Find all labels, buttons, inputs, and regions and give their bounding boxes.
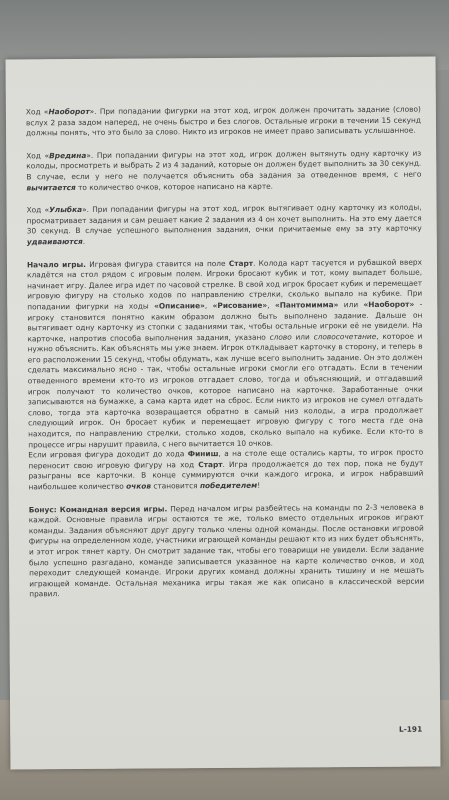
emphasis-phrase: словосочетание: [313, 331, 377, 342]
emphasis-word: слово: [269, 332, 292, 342]
term-naoborot-2: «Наоборот»: [363, 299, 415, 309]
page-number: L-191: [398, 724, 423, 734]
paragraph-game-start: Начало игры. Игровая фигура ставится на поле Старт. Колода карт тасуется и рубашкой вверх кладётся на стол рядом с игровым полем. Игроки бросают кубик и тот, кому выпадет больше, начинает игру. Далее игра идет по часовой стрелке. В свой ход игрок бросает кубик и перемещает игровую фигуру на столько ходов по направлению стрелки, сколько выпало на кубике. При попадании фигурки на ходы «Описание», «Рисование», «Пантомимма» или «Наоборот» - игроку становится понятно каким образом должно быть выполнено задание. Дальше он вытягивает одну карточку из стопки с заданиями так, чтобы остальные игроки её не увидели. На карточке, напротив способа выполнения задания, указано слово или словосочетание, которое и нужно объяснить. Как объяснять мы уже знаем. Игрок откладывает карточку в сторону, и теперь в его расположении 15 секунд, чтобы обдумать, как лучше всего выполнить задание. Он это должен сделать максимально ясно - так, чтобы остальные игроки смогли его отгадать. Если в течении отведенного времени кто-то из игроков отгадает слово, тогда и объясняющий, и отгадавший игрок получают то количество очков, которое написано на карточке. Заработанные очки записываются на бумажке, а сама карта идет на сброс. Если никто из игроков не сумел отгадать слово, тогда эта карточка возвращается обратно в самый низ колоды, а игра продолжает следующий игрок. Он бросает кубик и перемещает игровую фигуру с того места где она находится, по направлению стрелки, столько ходов, сколько выпало на кубике. Если кто-то в процессе игры нарушит правила, с него вычитается 10 очков.: [26, 257, 424, 449]
term-naoborot: Наоборот: [48, 106, 90, 117]
section-heading-bonus: Бонус: Командная версия игры.: [28, 503, 168, 514]
paragraph-finish: Если игровая фигура доходит до хода Финиш, а на столе еще остались карты, то игрок просто переносит свою игровую фигуру на ход Старт. Игра продолжается до тех пор, пока не будут разыграны все карточки. В конце суммируются очки каждого игрока, и игрок набравший наибольшее количество очков становится победителем!: [28, 447, 424, 492]
paragraph-ulybka: Ход «Улыбка». При попадании фигуры на этот ход, игрок вытягивает одну карточку из колоды, просматривает задания и сам решает какие 2 задания из 4 он хочет выполнить. На это ему дается 30 секунд. В случае успешного выполнения задания, очки причитаемые ему за эту карточку удваиваются.: [26, 202, 422, 247]
emphasis-double: удваиваются: [26, 236, 83, 247]
emphasis-winner: победителем: [199, 480, 258, 491]
term-vredina: Вредина: [49, 150, 87, 160]
section-heading-start: Начало игры.: [26, 259, 87, 269]
paragraph-team-version: Бонус: Командная версия игры. Перед началом игры разбейтесь на команды по 2-3 человека в каждой. Основные правила игры остаются те же, только вместо отдельных игроков играют команды. Задания объясняют друг другу только члены одной команды. После остановки игровой фигуры на определенном ходе, участники играющей команды решают кто из них будет объяснять, и этот игрок тянет карту. Он смотрит задание так, чтобы его товарищи не увидели. Если задание было успешно разгадано, команде записывается указанное на карте количество очков, и ход переходит следующей команде. Игроки других команд должны хранить тишину и не мешать играющей команде. Остальная механика игры такая же как описано в классической версии правил.: [28, 502, 425, 599]
term-start: Старт: [228, 258, 254, 268]
rules-text: [26, 105, 425, 613]
term-ulybka: Улыбка: [49, 205, 83, 215]
paragraph-naoborot: Ход «Наоборот». При попадании фигурки на этот ход, игрок должен прочитать задание (слово) вслух 2 раза задом наперед, не очень быстро и без слогов. Остальные игроки в течении 15 секунд должны понять, что это было за слово. Никто из игроков не имеет право записывать услышанное.: [25, 104, 421, 138]
rules-sheet: [6, 57, 441, 770]
term-description: «Описание»: [154, 301, 205, 311]
term-start-2: Старт: [198, 459, 223, 469]
term-finish: Финиш: [187, 449, 219, 459]
term-drawing: «Рисование»: [212, 300, 268, 310]
term-pantomime: «Пантомимма»: [274, 300, 339, 310]
emphasis-subtract: вычитается: [26, 182, 76, 192]
emphasis-points: очков: [126, 481, 152, 491]
paragraph-vredina: Ход «Вредина». При попадании фигуры на этот ход, игрок должен вытянуть одну карточку из колоды, просмотреть и выбрать 2 из 4 заданий, которые он должен будет выполнить за 30 секунд. В случае, если у него не получается объяснить оба задания за отведенное время, с него вычитается то количество очков, которое написано на карте.: [26, 148, 422, 192]
